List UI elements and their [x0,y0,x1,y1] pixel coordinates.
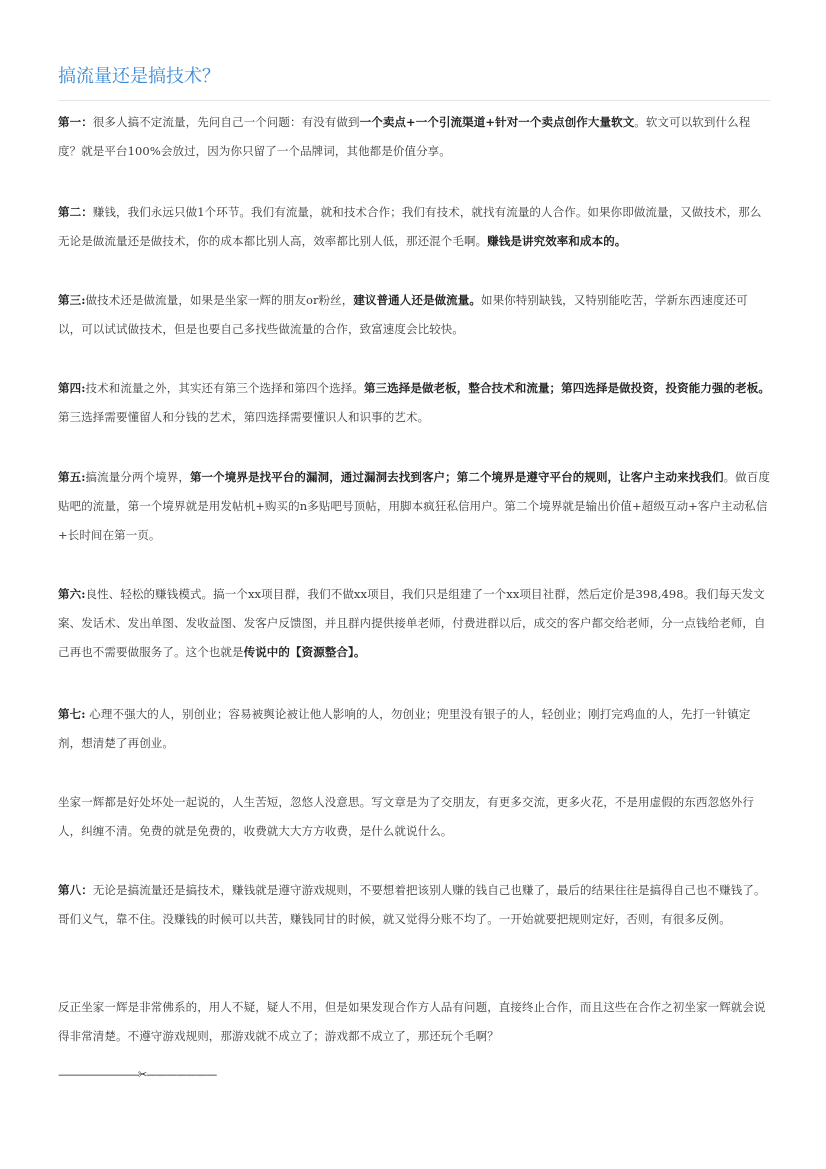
bold-text-segment: 第八： [58,883,93,897]
paragraph-7 [58,700,770,758]
bold-text-segment: 建议普通人还是做流量。 [353,293,481,307]
paragraph-5 [58,463,770,550]
text-segment: 无论是搞流量还是搞技术，赚钱就是遵守游戏规则，不要想着把该别人赚的钱自己也赚了，最后的结果往往是搞得自己也不赚钱了。哥们义气，靠不住。没赚钱的时候可以共苦，赚钱同甘的时候，就又觉得分账不均了。一开始就要把规则定好，否则，有很多反例。 [58,883,766,926]
text-segment: 坐家一辉都是好处坏处一起说的，人生苦短，忽悠人没意思。写文章是为了交朋友，有更多交流，更多火花，不是用虚假的东西忽悠外行人，纠缠不清。免费的就是免费的，收费就大大方方收费，是什么就说什么。 [58,795,754,838]
page-title: 搞流量还是搞技术？ [58,62,770,101]
text-segment: 良性、轻松的赚钱模式。搞一个xx项目群，我们不做xx项目，我们只是组建了一个xx项目社群，然后定价是398,498。我们每天发文案、发话术、发出单图、发收益图、发客户反馈图，并且群内提供接单老师，付费进群以后，成交的客户都交给老师，分一点钱给老师，自己再也不需要做服务了。这个也就是 [58,587,766,659]
text-segment: 技术和流量之外，其实还有第三个选择和第四个选择。 [85,381,364,395]
bold-text-segment: 第三选择是做老板，整合技术和流量；第四选择是做投资，投资能力强的老板。 [363,381,770,395]
text-segment: 如果你特别缺钱，又特别能吃苦，学新东西速度还可以，可以试试做技术，但是也要自己多找些做流量的合作，致富速度会比较快。 [58,293,748,336]
scissors-separator: ————————✂——————— [58,1068,217,1081]
paragraph-6 [58,580,770,667]
text-segment: 心理不强大的人，别创业；容易被舆论被让他人影响的人，勿创业；兜里没有银子的人，轻创业；刚打完鸡血的人，先打一针镇定剂，想清楚了再创业。 [58,707,751,750]
paragraph-1 [58,108,770,166]
bold-text-segment: 第一： [58,115,93,129]
text-segment: 搞流量分两个境界， [85,470,190,484]
bold-text-segment: 第三: [58,293,86,307]
bold-text-segment: 一个卖点+一个引流渠道+针对一个卖点创作大量软文 [359,115,635,129]
text-segment: 反正坐家一辉是非常佛系的，用人不疑，疑人不用，但是如果发现合作方人品有问题，直接终止合作，而且这些在合作之初坐家一辉就会说得非常清楚。不遵守游戏规则，那游戏就不成立了；游戏都不成立了，那还玩个毛啊？ [58,1000,766,1043]
bold-text-segment: 第四: [58,381,86,395]
paragraph-2 [58,198,770,256]
text-segment: 很多人搞不定流量，先问自己一个问题：有没有做到 [92,115,360,129]
paragraph-9 [58,876,770,934]
text-segment: 。软文可以软到什么程度？就是平台100%会放过，因为你只留了一个品牌词，其他都是价值分享。 [58,115,751,158]
bold-text-segment: 第二： [58,205,93,219]
text-segment: 做技术还是做流量，如果是坐家一辉的朋友or粉丝， [85,293,354,307]
bold-text-segment: 第六: [58,587,86,601]
bold-text-segment: 赚钱是讲究效率和成本的。 [487,234,627,248]
document-page [58,62,770,1081]
bold-text-segment: 第一个境界是找平台的漏洞，通过漏洞去找到客户；第二个境界是遵守平台的规则，让客户主动来找我们 [189,470,724,484]
text-segment: 赚钱，我们永远只做1个环节。我们有流量，就和技术合作；我们有技术，就找有流量的人合作。如果你即做流量，又做技术，那么无论是做流量还是做技术，你的成本都比别人高，效率都比别人低，那还混个毛啊。 [58,205,762,248]
bold-text-segment: 传说中的【资源整合】。 [243,645,366,659]
text-segment: 。做百度贴吧的流量，第一个境界就是用发帖机+购买的n多贴吧号顶帖，用脚本疯狂私信用户。第二个境界就是输出价值+超级互动+客户主动私信+长时间在第一页。 [58,470,770,542]
paragraph-3 [58,286,770,344]
paragraph-8 [58,788,770,846]
bold-text-segment: 第七: [58,707,86,721]
paragraph-4 [58,374,770,432]
paragraph-10 [58,993,770,1051]
bold-text-segment: 第五: [58,470,86,484]
text-segment: 第三选择需要懂留人和分钱的艺术，第四选择需要懂识人和识事的艺术。 [58,410,430,424]
